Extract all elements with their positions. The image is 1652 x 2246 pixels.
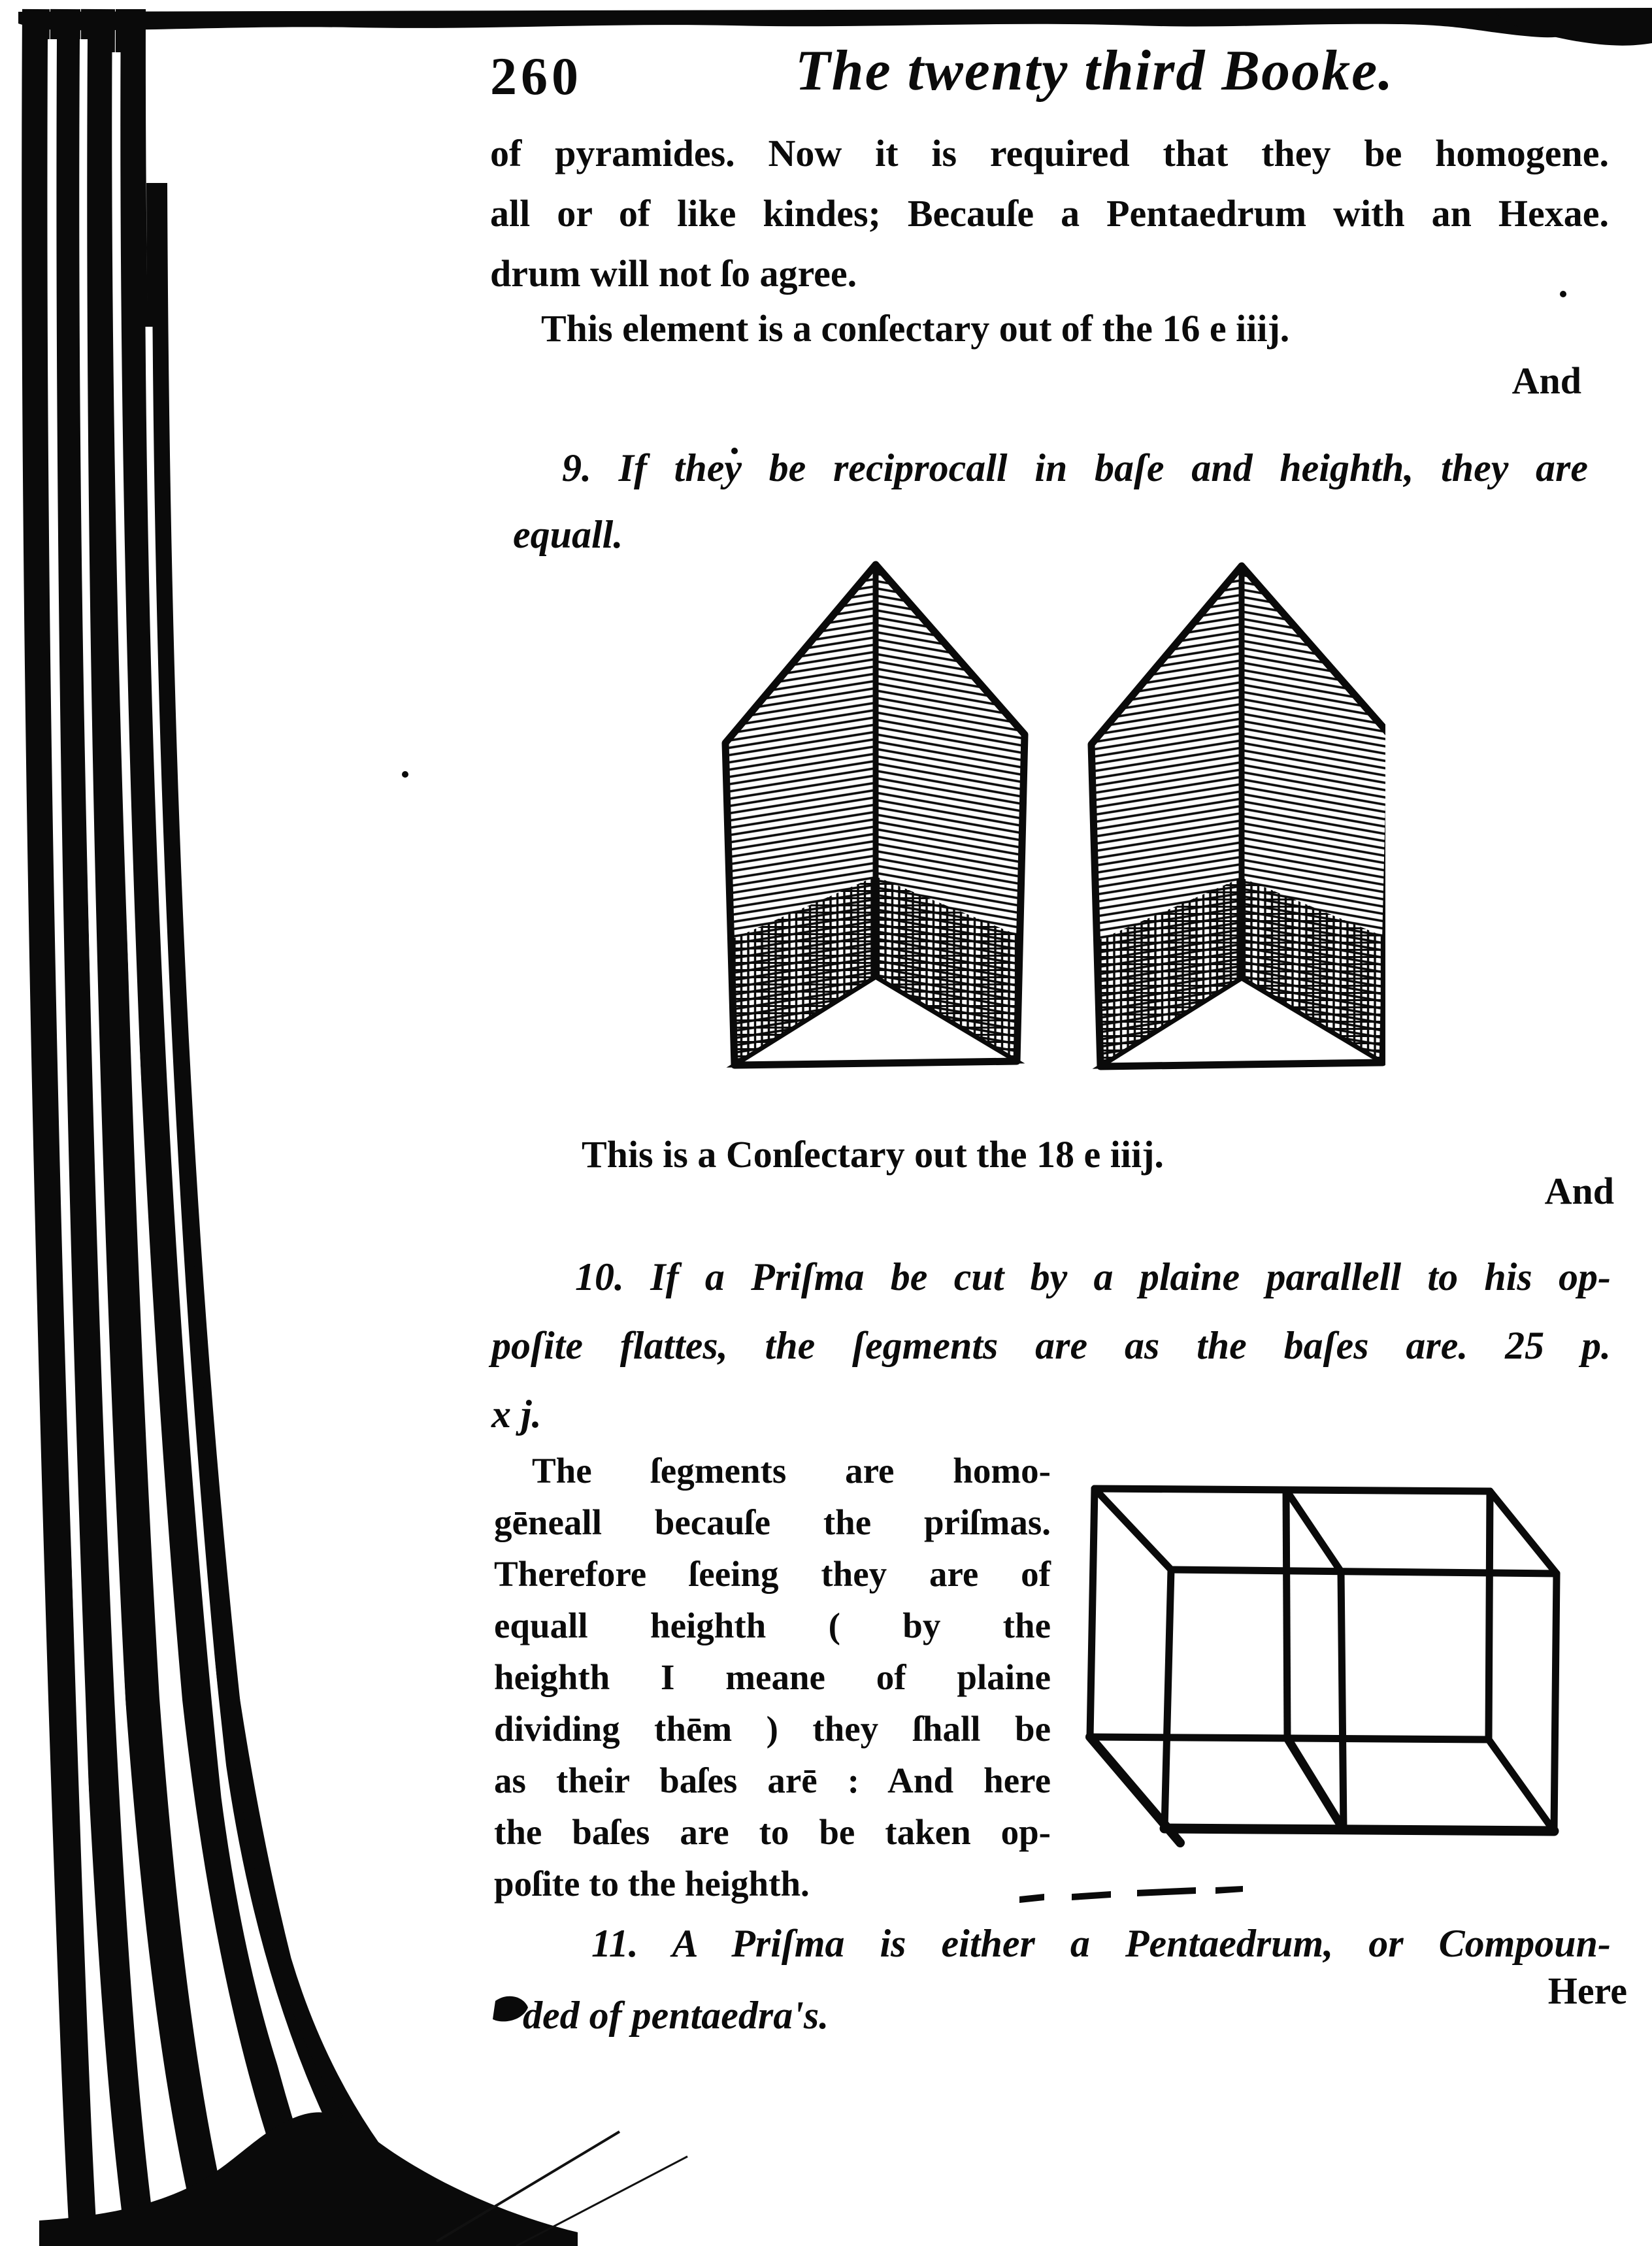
commentary-line: dividing thēm ) they ſhall be [494,1709,1051,1749]
section-heading-line: ded of pentaedra's. [523,1994,829,2037]
running-title: The twenty third Booke. [795,39,1395,103]
catchword: And [1512,359,1581,402]
commentary-line: the baſes are to be taken op- [494,1812,1051,1852]
body-line: all or of like kindes; Becauſe a Pentaedrum with an Hexae. [490,192,1609,235]
section-heading-line: poſite flattes, the ſegments are as the baſes are. 25 p. [491,1324,1611,1367]
catchword: Here [1547,1970,1627,2012]
triangular-prism-woodcut-left [725,565,1025,1065]
figure-caption: This is a Conſectary out the 18 e iiij. [582,1133,1164,1176]
catchword: And [1544,1170,1614,1212]
commentary-line: poſite to the heighth. [494,1864,810,1904]
commentary-line: gēneall becauſe the priſmas. [494,1502,1051,1542]
body-line: of pyramides. Now it is required that they be homogene. [490,132,1609,174]
commentary-line: The ſegments are homo- [532,1451,1051,1491]
prism-figures [712,557,1385,1074]
consectary-note: This element is a conſectary out of the 16 e iiij. [541,307,1290,350]
binding-gutter-shadow [35,9,457,2246]
triangular-prism-woodcut-right [1091,566,1385,1066]
section-heading-line: 11. A Priſma is either a Pentaedrum, or Compoun- [591,1922,1611,1965]
commentary-line: as their baſes arē : And here [494,1760,1051,1800]
commentary-line: Therefore ſeeing they are of [494,1554,1051,1594]
commentary-line: equall heighth ( by the [494,1606,1051,1645]
page-number: 260 [490,46,582,106]
commentary-line: heighth I meane of plaine [494,1657,1051,1697]
section-heading-line: 10. If a Priſma be cut by a plaine parallell to his op- [575,1255,1611,1298]
section-heading-line: equall. [513,513,623,556]
divided-box-woodcut [1064,1431,1594,1868]
section-heading-line: x j. [491,1393,542,1436]
section-heading-line: 9. If they be reciprocall in baſe and heighth, they are [562,446,1588,489]
body-line: drum will not ſo agree. [490,252,857,295]
